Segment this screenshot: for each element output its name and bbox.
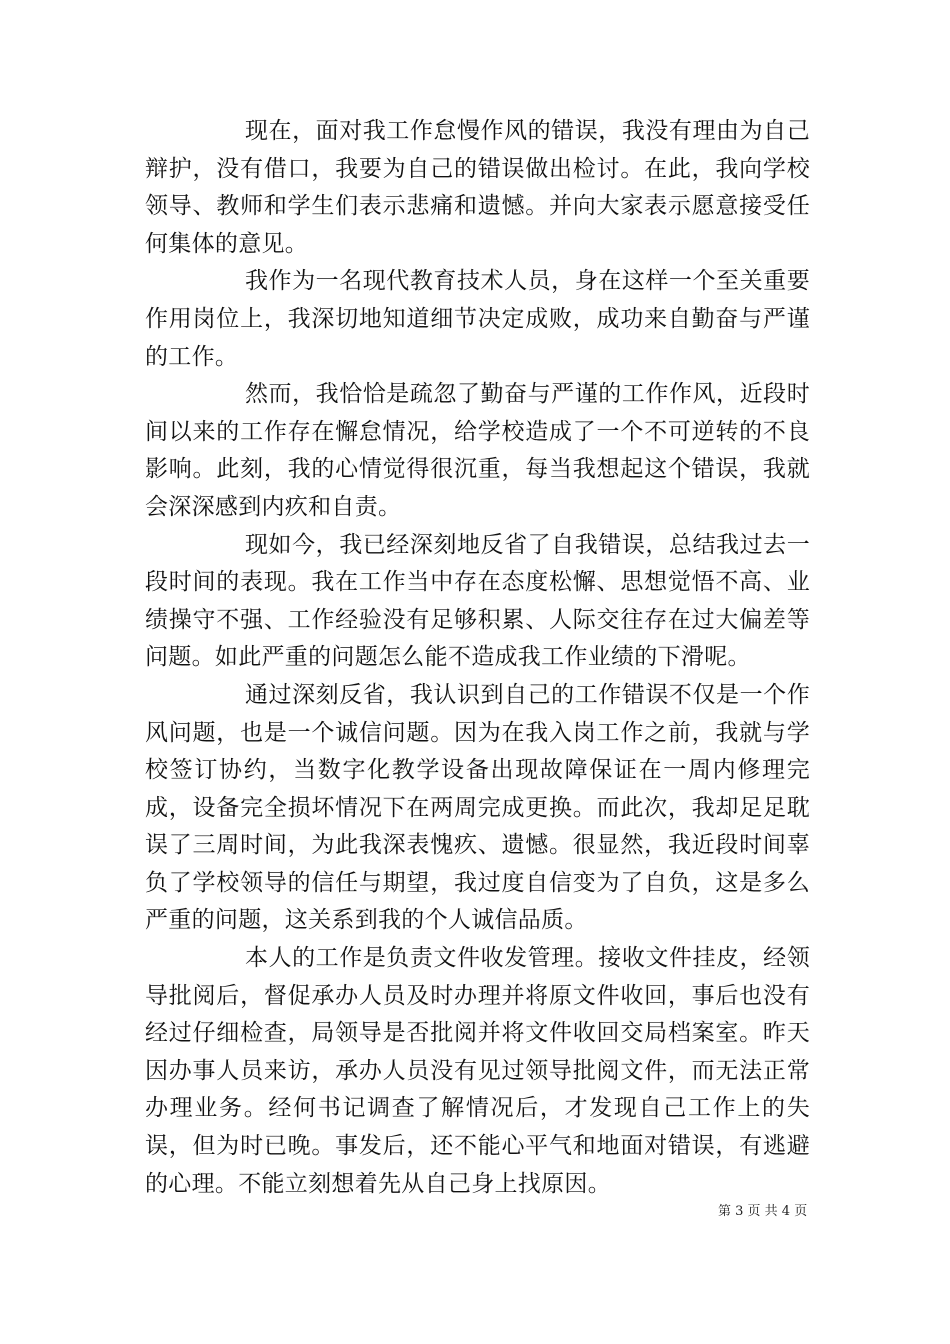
paragraph-1: 现在，面对我工作怠慢作风的错误，我没有理由为自己辩护，没有借口，我要为自己的错误做出检讨。在此，我向学校领导、教师和学生们表示悲痛和遗憾。并向大家表示愿意接受任何集体的意见。	[145, 118, 810, 257]
paragraph-5: 通过深刻反省，我认识到自己的工作错误不仅是一个作风问题，也是一个诚信问题。因为在我入岗工作之前，我就与学校签订协约，当数字化教学设备出现故障保证在一周内修理完成，设备完全损坏情况下在两周完成更换。而此次，我却足足耽误了三周时间，为此我深表愧疚、遗憾。很显然，我近段时间辜负了学校领导的信任与期望，我过度自信变为了自负，这是多么严重的问题，这关系到我的个人诚信品质。	[145, 681, 810, 934]
document-body	[145, 113, 810, 1203]
paragraph-3: 然而，我恰恰是疏忽了勤奋与严谨的工作作风，近段时间以来的工作存在懈怠情况，给学校造成了一个不可逆转的不良影响。此刻，我的心情觉得很沉重，每当我想起这个错误，我就会深深感到内疚和自责。	[145, 381, 810, 520]
paragraph-2: 我作为一名现代教育技术人员，身在这样一个至关重要作用岗位上，我深切地知道细节决定成败，成功来自勤奋与严谨的工作。	[145, 268, 810, 370]
paragraph-6: 本人的工作是负责文件收发管理。接收文件挂皮，经领导批阅后，督促承办人员及时办理并将原文件收回，事后也没有经过仔细检查，局领导是否批阅并将文件收回交局档案室。昨天因办事人员来访，承办人员没有见过领导批阅文件，而无法正常办理业务。经何书记调查了解情况后，才发现自己工作上的失误，但为时已晚。事发后，还不能心平气和地面对错误，有逃避的心理。不能立刻想着先从自己身上找原因。	[145, 945, 810, 1197]
paragraph-4: 现如今，我已经深刻地反省了自我错误，总结我过去一段时间的表现。我在工作当中存在态度松懈、思想觉悟不高、业绩操守不强、工作经验没有足够积累、人际交往存在过大偏差等问题。如此严重的问题怎么能不造成我工作业绩的下滑呢。	[145, 531, 810, 671]
page-number-footer: 第 3 页 共 4 页	[718, 1204, 808, 1219]
